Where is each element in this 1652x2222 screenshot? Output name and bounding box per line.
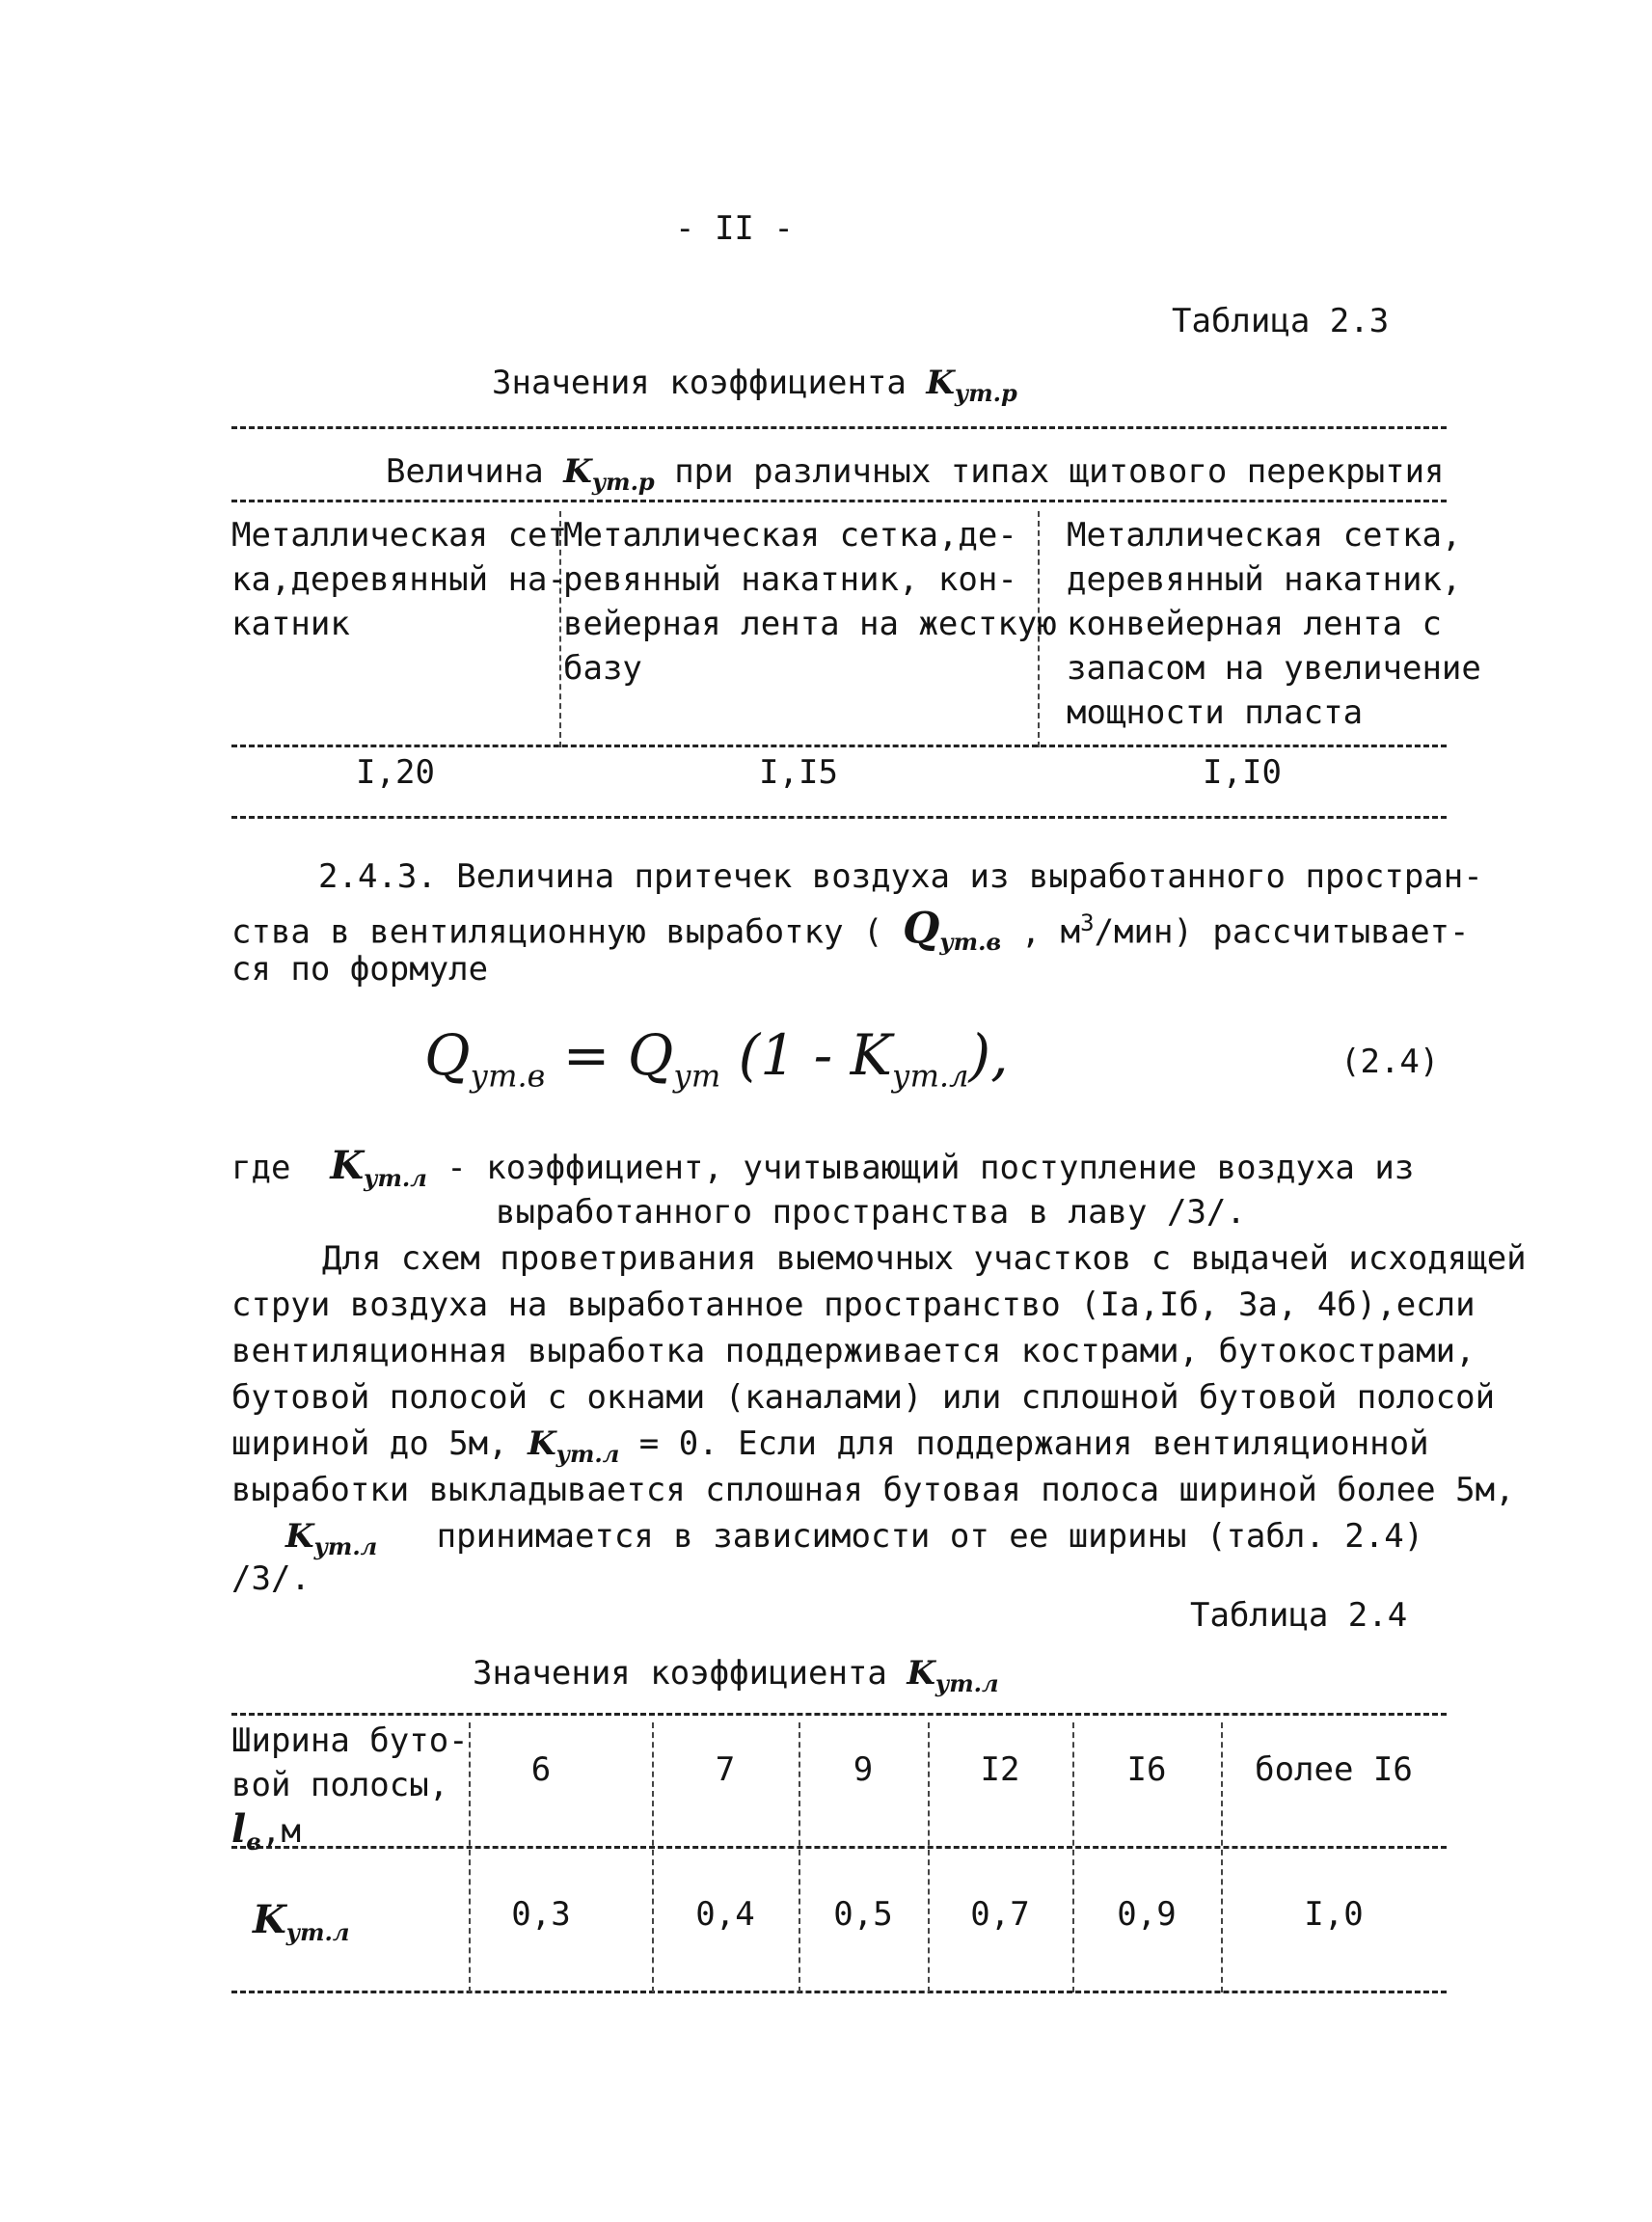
table-2-3-value-3: I,I0 <box>1203 753 1282 792</box>
symbol-sub: ут.в <box>939 928 1002 957</box>
section-2-4-3-line-3: ся по формуле <box>231 950 489 989</box>
table-2-3-value-1: I,20 <box>356 753 435 792</box>
cell-line <box>231 1807 469 1864</box>
table-2-3-value-2: I,I5 <box>759 753 838 792</box>
unit-sup: 3 <box>1080 909 1095 936</box>
cell-line: Ширина буто- <box>231 1721 469 1760</box>
caption-text: Значения коэффициента <box>492 364 907 402</box>
table-2-3-caption <box>492 361 1017 416</box>
formula-k: K <box>850 1022 893 1088</box>
text: /мин) рассчитывает- <box>1094 912 1470 952</box>
symbol: K <box>528 1424 556 1463</box>
caption-symbol: K <box>926 364 955 402</box>
symbol: Q <box>903 904 940 954</box>
formula-number: (2.4) <box>1341 1043 1440 1081</box>
symbol-sub: в <box>246 1827 261 1856</box>
paragraph-line-4: бутовой полосой с окнами (каналами) или сплошной бутовой полосой <box>231 1378 1496 1417</box>
table-2-3-top-rule <box>231 426 1447 429</box>
formula-paren-close: ), <box>968 1022 1009 1088</box>
cell-line: ревянный накатник, кон- <box>563 560 1017 599</box>
header-text-1: Величина <box>386 452 544 491</box>
cell-line: вейерная лента на жесткую <box>563 605 1057 643</box>
text: = 0. Если для поддержания вентиляционной <box>638 1424 1429 1463</box>
formula-rhs: Q <box>627 1022 674 1088</box>
symbol: K <box>253 1897 286 1942</box>
width-value: I2 <box>980 1750 1020 1789</box>
section-2-4-3-line-1: 2.4.3. Величина притечек воздуха из выработанного простран- <box>318 857 1483 896</box>
text: , м <box>1020 912 1081 952</box>
table-2-3-bottom-rule <box>231 816 1447 819</box>
text: ства в вентиляционную выработку ( <box>231 912 883 952</box>
width-value: более I6 <box>1255 1750 1413 1789</box>
table-2-4-width-label <box>231 1719 469 1864</box>
width-value: 7 <box>715 1750 736 1789</box>
symbol-sub: ут.л <box>555 1439 620 1468</box>
cell-line: конвейерная лента с <box>1067 605 1442 643</box>
symbol: l <box>231 1806 247 1852</box>
table-2-3-mid-rule <box>231 745 1447 747</box>
coefficient-value: 0,7 <box>970 1895 1030 1934</box>
coefficient-value: 0,5 <box>833 1895 893 1934</box>
cell-line: мощности пласта <box>1067 693 1364 732</box>
unit: ,м <box>260 1812 301 1851</box>
symbol: K <box>285 1517 314 1556</box>
paragraph-line-8: /3/. <box>231 1559 311 1598</box>
table-2-3-header <box>386 449 1445 504</box>
symbol-sub: ут.л <box>313 1531 378 1560</box>
coefficient-value: 0,4 <box>695 1895 755 1934</box>
coefficient-value: I,0 <box>1304 1895 1364 1934</box>
table-2-4-bottom-rule <box>231 1991 1447 1993</box>
table-2-4-label: Таблица 2.4 <box>1190 1596 1408 1635</box>
cell-line: катник <box>231 605 350 643</box>
width-value: I6 <box>1126 1750 1167 1789</box>
table-2-3-col-2 <box>563 513 1057 691</box>
formula-eq: = <box>562 1022 610 1088</box>
width-value: 9 <box>853 1750 874 1789</box>
table-2-3-col-3 <box>1067 513 1481 735</box>
caption-sub: ут.р <box>954 378 1017 407</box>
cell-line: деревянный накатник, <box>1067 560 1462 599</box>
table-2-3-label: Таблица 2.3 <box>1172 302 1390 340</box>
paragraph-line-2: струи воздуха на выработанное пространство (Iа,Iб, 3а, 4б),если <box>231 1286 1476 1324</box>
table-2-4-k-label <box>253 1898 349 1955</box>
formula-lhs-sub: ут.в <box>470 1057 546 1095</box>
header-sub: ут.р <box>591 467 655 496</box>
where-sub: ут.л <box>364 1163 427 1192</box>
coefficient-value: 0,9 <box>1117 1895 1177 1934</box>
text: шириной до 5м, <box>231 1424 508 1463</box>
table-2-4-caption <box>473 1651 999 1706</box>
cell-line: Металлическая сетка,де- <box>563 516 1017 555</box>
formula-k-sub: ут.л <box>892 1057 969 1095</box>
cell-line: базу <box>563 649 642 688</box>
table-2-4-top-rule <box>231 1713 1447 1716</box>
where-line-2: выработанного пространства в лаву /3/. <box>496 1193 1246 1232</box>
coefficient-value: 0,3 <box>511 1895 571 1934</box>
where-def-1: - коэффициент, учитывающий поступление воздуха из <box>447 1149 1415 1187</box>
caption-symbol: K <box>907 1654 935 1693</box>
formula-rhs-sub: ут <box>673 1057 721 1095</box>
header-symbol: K <box>563 452 592 491</box>
formula-paren-open: (1 - <box>738 1022 833 1088</box>
cell-line: Металлическая сетка, <box>1067 516 1462 555</box>
symbol-sub: ут.л <box>285 1917 350 1946</box>
where-symbol: K <box>330 1143 365 1188</box>
cell-line: вой полосы, <box>231 1766 449 1804</box>
page-number: - II - <box>675 209 794 248</box>
text: принимается в зависимости от ее ширины (табл. 2.4) <box>436 1517 1424 1556</box>
caption-sub: ут.л <box>934 1668 999 1697</box>
formula-2-4 <box>424 1022 1009 1095</box>
cell-line: запасом на увеличение <box>1067 649 1481 688</box>
table-2-3-col-1 <box>231 513 567 646</box>
paragraph-line-6: выработки выкладывается сплошная бутовая полоса шириной более 5м, <box>231 1471 1515 1509</box>
where-word: где <box>231 1149 291 1187</box>
cell-line: Металлическая сет <box>231 516 567 555</box>
formula-lhs: Q <box>424 1022 471 1088</box>
caption-text: Значения коэффициента <box>473 1654 887 1693</box>
paragraph-line-3: вентиляционная выработка поддерживается кострами, бутокострами, <box>231 1332 1476 1370</box>
paragraph-line-7 <box>285 1514 1423 1569</box>
header-text-2: при различных типах щитового перекрытия <box>674 452 1445 491</box>
paragraph-line-1: Для схем проветривания выемочных участков с выдачей исходящей <box>322 1239 1527 1278</box>
cell-line: ка,деревянный на- <box>231 560 567 599</box>
width-value: 6 <box>530 1750 552 1789</box>
